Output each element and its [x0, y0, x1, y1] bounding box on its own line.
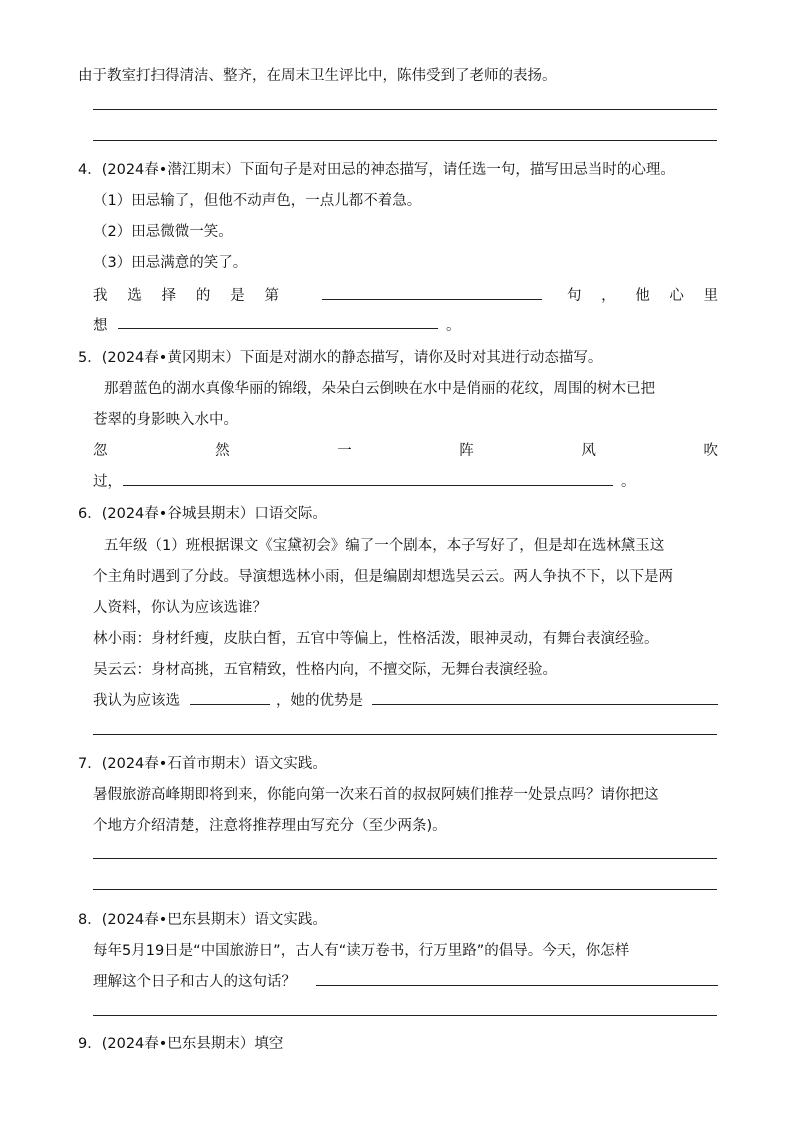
question-5-answer-line2-start: 过， — [93, 474, 122, 490]
answer-line[interactable] — [93, 889, 717, 890]
answer-line[interactable] — [93, 1015, 717, 1016]
question-5-passage-line-2: 苍翠的身影映入水中。 — [93, 412, 238, 428]
question-6-passage-line-1: 五年级（1）班根据课文《宝黛初会》编了一个剧本，本子写好了，但是却在选林黛玉这 — [104, 538, 665, 554]
question-4-blank-1[interactable] — [322, 299, 542, 300]
question-5-answer-end: 。 — [621, 474, 636, 490]
answer-line[interactable] — [93, 734, 717, 735]
question-8-passage-line-2: 理解这个日子和古人的这句话？ — [93, 974, 296, 990]
question-8-stem: 8．(2024春•巴东县期末）语文实践。 — [78, 912, 327, 928]
question-6-passage-line-3: 人资料，你认为应该选谁？ — [93, 600, 267, 616]
question-6-person-2: 吴云云：身材高挑，五官精致，性格内向，不擅交际，无舞台表演经验。 — [93, 662, 557, 678]
question-5-passage-line-1: 那碧蓝色的湖水真像华丽的锦缎，朵朵白云倒映在水中是俏丽的花纹，周围的树木已把 — [104, 381, 655, 397]
question-6-passage-line-2: 个主角时遇到了分歧。导演想选林小雨，但是编剧却想选吴云云。两人争执不下，以下是两 — [93, 569, 673, 585]
question-6-blank-reason[interactable] — [372, 704, 718, 705]
answer-line[interactable] — [93, 109, 717, 110]
question-7-passage-line-2: 个地方介绍清楚，注意将推荐理由写充分（至少两条)。 — [93, 818, 447, 834]
question-4-option-1: （1）田忌输了，但他不动声色，一点儿都不着急。 — [93, 193, 422, 209]
intro-sentence: 由于教室打扫得清洁、整齐，在周末卫生评比中，陈伟受到了老师的表扬。 — [78, 68, 557, 84]
question-4-blank-2[interactable] — [118, 328, 438, 329]
question-6-answer-mid: ，她的优势是 — [276, 693, 363, 709]
question-6-blank-name[interactable] — [190, 704, 270, 705]
question-6-stem: 6．(2024春•谷城县期末）口语交际。 — [78, 506, 327, 522]
question-5-blank[interactable] — [123, 485, 613, 486]
question-6-person-1: 林小雨：身材纤瘦，皮肤白皙，五官中等偏上，性格活泼，眼神灵动，有舞台表演经验。 — [93, 631, 659, 647]
question-4-stem: 4．(2024春•潜江期末）下面句子是对田忌的神态描写，请任选一句，描写田忌当时的心理。 — [78, 162, 675, 178]
question-7-stem: 7．(2024春•石首市期末）语文实践。 — [78, 756, 327, 772]
question-6-answer-prefix: 我认为应该选 — [93, 693, 180, 709]
answer-line[interactable] — [93, 858, 717, 859]
question-4-answer-prefix: 我 选 择 的 是 第 — [93, 288, 279, 304]
answer-line[interactable] — [93, 140, 717, 141]
question-4-option-2: （2）田忌微微一笑。 — [93, 224, 233, 240]
question-4-answer-line2-start: 想 — [93, 318, 108, 334]
question-8-passage-line-1: 每年5月19日是“中国旅游日”，古人有“读万卷书，行万里路”的倡导。今天，你怎样 — [93, 943, 630, 959]
question-8-blank[interactable] — [316, 985, 718, 986]
question-4-answer-end: 。 — [446, 318, 461, 334]
question-4-answer-mid: 句 ， 他 心 里 — [567, 288, 718, 304]
question-5-answer-prefix: 忽 然 一 阵 风 吹 — [93, 443, 718, 459]
question-5-stem: 5．(2024春•黄冈期末）下面是对湖水的静态描写，请你及时对其进行动态描写。 — [78, 350, 603, 366]
question-4-option-3: （3）田忌满意的笑了。 — [93, 255, 248, 271]
question-7-passage-line-1: 暑假旅游高峰期即将到来，你能向第一次来石首的叔叔阿姨们推荐一处景点吗？请你把这 — [93, 787, 659, 803]
question-9-stem: 9．(2024春•巴东县期末）填空 — [78, 1036, 284, 1052]
